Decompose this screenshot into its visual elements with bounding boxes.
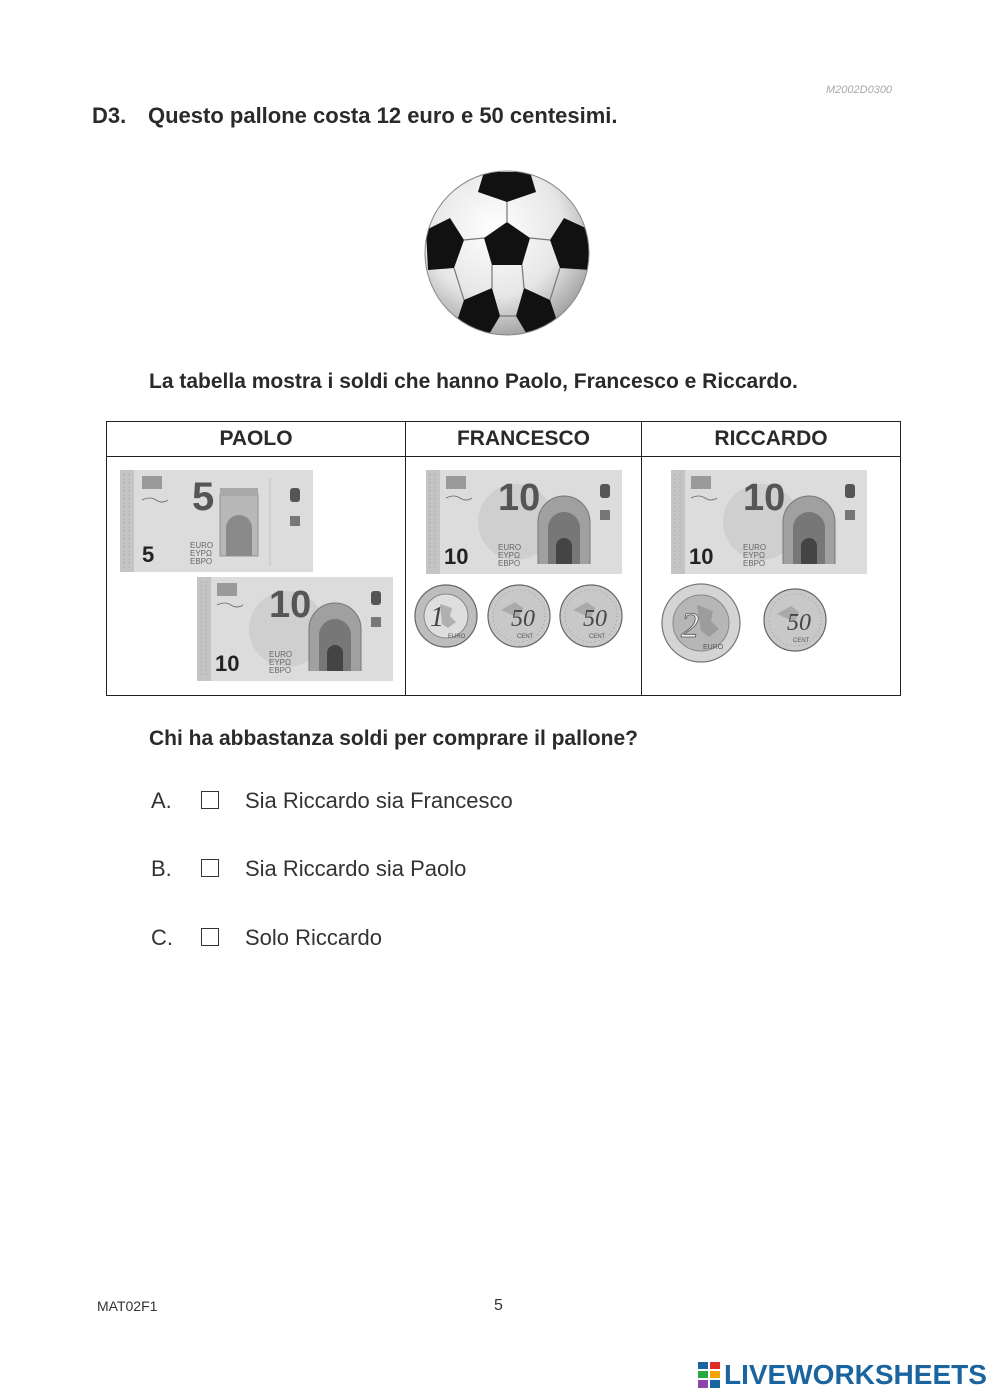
- banknote-currency-greek: ΕΥΡΩ: [743, 551, 765, 560]
- table-divider: [405, 422, 406, 695]
- option-c[interactable]: [151, 925, 382, 951]
- table-divider: [107, 456, 900, 457]
- option-c-checkbox[interactable]: [201, 928, 219, 946]
- document-code: M2002D0300: [826, 84, 893, 96]
- coin-value: 50: [787, 610, 811, 636]
- question-number: D3.: [92, 103, 127, 128]
- banknote-currency-cyrillic: ЕВРО: [190, 557, 213, 566]
- banknote-currency-greek: ΕΥΡΩ: [190, 549, 212, 558]
- banknote-value-corner: 10: [215, 651, 240, 676]
- question-prompt: Chi ha abbastanza soldi per comprare il pallone?: [149, 727, 638, 750]
- header-paolo: PAOLO: [219, 427, 293, 450]
- option-a-checkbox[interactable]: [201, 791, 219, 809]
- banknote-value: 10: [743, 477, 786, 519]
- option-text: Solo Riccardo: [245, 925, 382, 950]
- banknote-currency-cyrillic: ЕВРО: [269, 666, 292, 675]
- liveworksheets-logo[interactable]: [698, 1359, 987, 1391]
- banknote-currency: EURO: [743, 543, 767, 552]
- banknote-currency: EURO: [269, 650, 293, 659]
- banknote-value: 5: [192, 475, 215, 519]
- question-heading: [92, 103, 618, 129]
- option-a[interactable]: [151, 788, 513, 814]
- coin-unit: EURO: [703, 644, 724, 651]
- banknote-value-corner: 10: [689, 544, 714, 569]
- header-francesco: FRANCESCO: [456, 427, 590, 450]
- banknote-currency: EURO: [190, 541, 214, 550]
- banknote-10-euro: [197, 577, 393, 681]
- option-b-checkbox[interactable]: [201, 859, 219, 877]
- coin-1-euro: [414, 584, 478, 648]
- page-number: 5: [494, 1297, 503, 1314]
- coin-50-cent: [763, 588, 827, 652]
- coin-value: 1: [430, 602, 444, 633]
- option-text: Sia Riccardo sia Francesco: [245, 788, 513, 813]
- coin-unit: EURO: [448, 634, 466, 640]
- table-intro: La tabella mostra i soldi che hanno Paolo, Francesco e Riccardo.: [149, 370, 798, 393]
- coin-50-cent: [559, 584, 623, 648]
- banknote-value-corner: 10: [444, 544, 469, 569]
- banknote-currency-cyrillic: ЕВРО: [498, 559, 521, 568]
- liveworksheets-logo-icon: [698, 1362, 720, 1388]
- brand-text: LIVEWORKSHEETS: [724, 1359, 987, 1390]
- banknote-currency: EURO: [498, 543, 522, 552]
- banknote-currency-cyrillic: ЕВРО: [743, 559, 766, 568]
- option-text: Sia Riccardo sia Paolo: [245, 856, 467, 881]
- banknote-currency-greek: ΕΥΡΩ: [269, 658, 291, 667]
- coin-unit: CENT: [517, 634, 534, 640]
- banknote-value: 10: [269, 584, 312, 626]
- banknote-value: 10: [498, 477, 541, 519]
- coin-50-cent: [487, 584, 551, 648]
- coin-unit: CENT: [793, 638, 810, 644]
- coin-value: 50: [511, 606, 535, 632]
- question-text: Questo pallone costa 12 euro e 50 centesimi.: [148, 103, 618, 128]
- banknote-5-euro: [120, 470, 313, 572]
- banknote-value-corner: 5: [142, 542, 155, 567]
- money-table: [106, 421, 901, 696]
- coin-value: 50: [583, 606, 607, 632]
- option-letter: B.: [151, 856, 172, 881]
- banknote-10-euro: [671, 470, 867, 574]
- option-letter: C.: [151, 925, 173, 950]
- coin-2-euro: [661, 583, 741, 663]
- table-divider: [641, 422, 642, 695]
- coin-value: 2: [681, 605, 699, 645]
- header-riccardo: RICCARDO: [714, 427, 828, 450]
- coin-unit: CENT: [589, 634, 606, 640]
- banknote-currency-greek: ΕΥΡΩ: [498, 551, 520, 560]
- option-letter: A.: [151, 788, 172, 813]
- banknote-10-euro: [426, 470, 622, 574]
- option-b[interactable]: [151, 856, 466, 882]
- soccer-ball-image: [424, 170, 590, 336]
- footer-code: MAT02F1: [97, 1298, 158, 1314]
